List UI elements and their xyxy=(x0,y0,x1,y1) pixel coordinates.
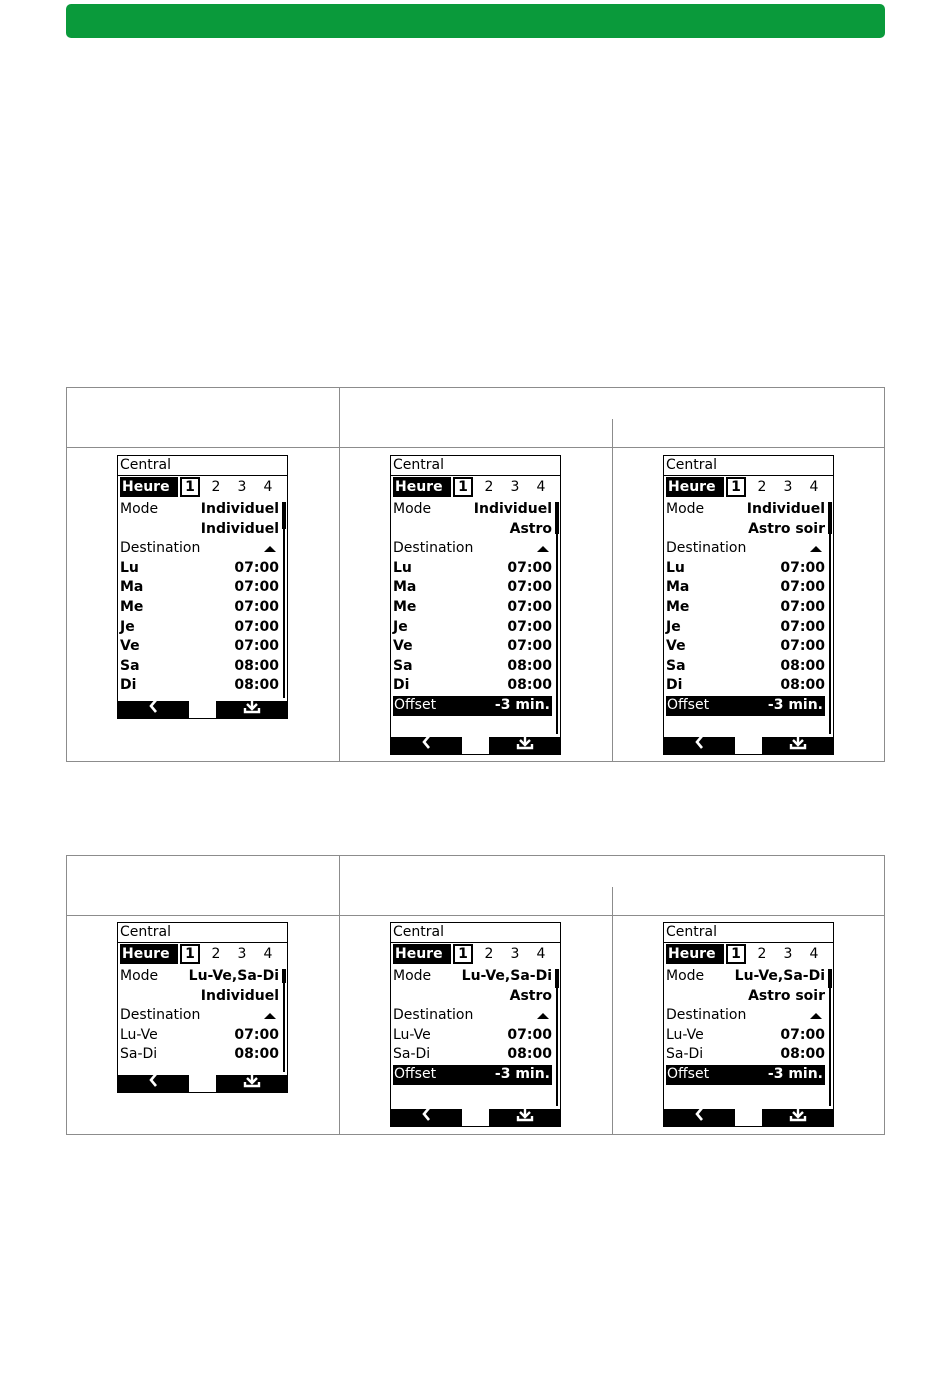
screen-title: Central xyxy=(120,924,171,940)
scrollbar-track[interactable] xyxy=(283,969,285,1072)
chevron-left-icon xyxy=(694,735,706,755)
tab-3[interactable]: 3 xyxy=(510,946,520,962)
setting-value: 08:00 xyxy=(780,677,825,694)
setting-value: Individuel xyxy=(473,501,552,517)
settings-list xyxy=(120,967,279,1065)
setting-label: Je xyxy=(393,618,408,635)
tab-heure[interactable]: Heure xyxy=(393,944,451,964)
setting-label: Me xyxy=(120,598,144,615)
tab-4[interactable]: 4 xyxy=(536,479,546,495)
setting-value: 08:00 xyxy=(780,1046,825,1063)
save-button[interactable] xyxy=(489,737,560,754)
chevron-left-icon xyxy=(148,1073,160,1093)
up-arrow-icon xyxy=(537,546,549,552)
tab-4[interactable]: 4 xyxy=(536,946,546,962)
setting-row[interactable] xyxy=(666,987,825,1007)
download-save-icon xyxy=(243,1073,261,1093)
back-button[interactable] xyxy=(664,737,735,754)
setting-row[interactable] xyxy=(120,520,279,540)
tab-1[interactable]: 1 xyxy=(726,944,746,964)
back-button[interactable] xyxy=(118,701,189,718)
setting-label: Ma xyxy=(666,579,690,596)
scrollbar-track[interactable] xyxy=(556,969,558,1106)
setting-label: Lu-Ve xyxy=(393,1026,431,1043)
setting-value: Lu-Ve,Sa-Di xyxy=(188,968,279,984)
title-divider xyxy=(391,942,560,943)
setting-label: Ma xyxy=(120,579,144,596)
up-arrow-icon xyxy=(810,546,822,552)
setting-label: Lu-Ve xyxy=(666,1026,704,1043)
setting-value: 07:00 xyxy=(507,579,552,596)
setting-row[interactable] xyxy=(393,967,552,987)
setting-row[interactable] xyxy=(120,637,279,657)
setting-label: Mode xyxy=(120,501,159,517)
setting-label: Lu xyxy=(393,559,412,576)
back-button[interactable] xyxy=(391,1109,462,1126)
setting-row[interactable] xyxy=(393,676,552,696)
setting-row[interactable] xyxy=(393,1026,552,1046)
save-button[interactable] xyxy=(762,737,833,754)
screen-title: Central xyxy=(393,924,444,940)
setting-value: 07:00 xyxy=(234,638,279,655)
setting-row[interactable] xyxy=(120,676,279,696)
save-button[interactable] xyxy=(489,1109,560,1126)
tab-row xyxy=(666,477,831,497)
setting-value: 08:00 xyxy=(234,677,279,694)
setting-label: Offset xyxy=(394,1065,437,1082)
setting-row[interactable] xyxy=(666,676,825,696)
tab-3[interactable]: 3 xyxy=(510,479,520,495)
device-screen-individuel xyxy=(117,455,288,719)
scrollbar-track[interactable] xyxy=(283,502,285,698)
setting-row[interactable] xyxy=(666,520,825,540)
screen-title: Central xyxy=(666,924,717,940)
setting-value: -3 min. xyxy=(494,696,550,713)
setting-label: Destination xyxy=(120,540,201,557)
scrollbar-thumb[interactable] xyxy=(282,502,286,529)
tab-1[interactable]: 1 xyxy=(180,477,200,497)
setting-label: Sa xyxy=(393,657,413,674)
setting-label: Destination xyxy=(666,1007,747,1024)
setting-value: -3 min. xyxy=(494,1065,550,1082)
download-save-icon xyxy=(516,735,534,755)
column-divider xyxy=(339,388,340,761)
setting-row[interactable] xyxy=(666,637,825,657)
setting-label: Di xyxy=(666,677,683,694)
setting-row[interactable] xyxy=(666,539,825,559)
setting-row[interactable] xyxy=(120,657,279,677)
setting-row[interactable] xyxy=(393,1006,552,1026)
chevron-left-icon xyxy=(421,1107,433,1127)
setting-value: Individuel xyxy=(200,520,279,537)
tab-2[interactable]: 2 xyxy=(484,946,494,962)
tab-2[interactable]: 2 xyxy=(484,479,494,495)
setting-value: 07:00 xyxy=(507,1026,552,1043)
setting-row[interactable] xyxy=(120,598,279,618)
setting-value: 08:00 xyxy=(234,1046,279,1063)
tab-heure[interactable]: Heure xyxy=(666,477,724,497)
tab-4[interactable]: 4 xyxy=(263,479,273,495)
setting-value: 07:00 xyxy=(780,638,825,655)
save-button[interactable] xyxy=(216,1075,287,1092)
setting-value: 07:00 xyxy=(234,559,279,576)
download-save-icon xyxy=(243,699,261,719)
tab-row xyxy=(666,944,831,964)
setting-row[interactable] xyxy=(393,598,552,618)
device-screen-groups-astro xyxy=(390,922,561,1127)
setting-label: Me xyxy=(666,598,690,615)
setting-row[interactable] xyxy=(393,500,552,520)
tab-row xyxy=(393,477,558,497)
offset-row[interactable] xyxy=(666,1065,825,1085)
setting-label: Je xyxy=(120,618,135,635)
setting-label: Offset xyxy=(667,1065,710,1082)
title-divider xyxy=(391,475,560,476)
tab-1[interactable]: 1 xyxy=(726,477,746,497)
setting-label: Sa xyxy=(666,657,686,674)
tab-heure[interactable]: Heure xyxy=(393,477,451,497)
setting-row[interactable] xyxy=(666,1026,825,1046)
screen-title: Central xyxy=(120,457,171,473)
setting-value: 07:00 xyxy=(780,1026,825,1043)
up-arrow-icon xyxy=(264,546,276,552)
setting-label: Sa-Di xyxy=(666,1046,704,1063)
setting-row[interactable] xyxy=(666,500,825,520)
chevron-left-icon xyxy=(694,1107,706,1127)
section-header-bar xyxy=(66,4,885,38)
tab-2[interactable]: 2 xyxy=(757,946,767,962)
setting-value: 08:00 xyxy=(507,677,552,694)
setting-label: Ve xyxy=(666,638,686,655)
setting-label: Destination xyxy=(393,1007,474,1024)
setting-row[interactable] xyxy=(393,1045,552,1065)
setting-label: Mode xyxy=(393,968,432,984)
setting-label: Mode xyxy=(666,501,705,517)
up-arrow-icon xyxy=(810,1013,822,1019)
setting-row[interactable] xyxy=(666,657,825,677)
setting-label: Ma xyxy=(393,579,417,596)
setting-label: Offset xyxy=(667,696,710,713)
settings-list xyxy=(666,500,825,716)
setting-value: 08:00 xyxy=(780,657,825,674)
setting-label: Destination xyxy=(393,540,474,557)
setting-value: Individuel xyxy=(746,501,825,517)
settings-list xyxy=(666,967,825,1085)
setting-value: 08:00 xyxy=(507,1046,552,1063)
setting-value: 07:00 xyxy=(780,559,825,576)
setting-label: Lu-Ve xyxy=(120,1026,158,1043)
device-screen-astro xyxy=(390,455,561,755)
setting-value: Lu-Ve,Sa-Di xyxy=(734,968,825,984)
save-button[interactable] xyxy=(216,701,287,718)
tab-3[interactable]: 3 xyxy=(237,479,247,495)
setting-value: 07:00 xyxy=(234,598,279,615)
setting-row[interactable] xyxy=(666,598,825,618)
tab-2[interactable]: 2 xyxy=(211,946,221,962)
setting-value: 07:00 xyxy=(780,618,825,635)
scrollbar-thumb[interactable] xyxy=(828,969,832,988)
download-save-icon xyxy=(789,1107,807,1127)
setting-label: Ve xyxy=(120,638,140,655)
tab-row xyxy=(120,477,285,497)
tab-4[interactable]: 4 xyxy=(263,946,273,962)
back-button[interactable] xyxy=(391,737,462,754)
scrollbar-thumb[interactable] xyxy=(828,502,832,534)
setting-value: 07:00 xyxy=(234,618,279,635)
column-divider xyxy=(612,887,613,1134)
setting-value: 07:00 xyxy=(234,1026,279,1043)
setting-row[interactable] xyxy=(393,578,552,598)
tab-4[interactable]: 4 xyxy=(809,946,819,962)
setting-value: Astro soir xyxy=(748,987,825,1004)
setting-label: Lu xyxy=(120,559,139,576)
tab-heure[interactable]: Heure xyxy=(120,944,178,964)
setting-value: 07:00 xyxy=(507,559,552,576)
setting-label: Je xyxy=(666,618,681,635)
setting-row[interactable] xyxy=(120,578,279,598)
tab-1[interactable]: 1 xyxy=(180,944,200,964)
setting-label: Me xyxy=(393,598,417,615)
settings-list xyxy=(393,500,552,716)
setting-value: 08:00 xyxy=(507,657,552,674)
setting-row[interactable] xyxy=(120,1045,279,1065)
setting-value: 07:00 xyxy=(234,579,279,596)
setting-label: Mode xyxy=(393,501,432,517)
offset-row[interactable] xyxy=(666,696,825,716)
tab-3[interactable]: 3 xyxy=(783,946,793,962)
setting-label: Sa xyxy=(120,657,140,674)
setting-value: -3 min. xyxy=(767,696,823,713)
tab-2[interactable]: 2 xyxy=(211,479,221,495)
setting-value: 07:00 xyxy=(507,618,552,635)
setting-row[interactable] xyxy=(120,500,279,520)
title-divider xyxy=(118,942,287,943)
tab-3[interactable]: 3 xyxy=(237,946,247,962)
screen-title: Central xyxy=(666,457,717,473)
setting-row[interactable] xyxy=(120,987,279,1007)
scrollbar-thumb[interactable] xyxy=(555,969,559,988)
setting-row[interactable] xyxy=(393,987,552,1007)
device-screen-astro-soir xyxy=(663,455,834,755)
setting-row[interactable] xyxy=(393,539,552,559)
setting-row[interactable] xyxy=(120,967,279,987)
device-screen-groups-astro-soir xyxy=(663,922,834,1127)
setting-label: Lu xyxy=(666,559,685,576)
tab-3[interactable]: 3 xyxy=(783,479,793,495)
setting-row[interactable] xyxy=(666,578,825,598)
table-header xyxy=(67,388,884,448)
setting-row[interactable] xyxy=(120,539,279,559)
save-button[interactable] xyxy=(762,1109,833,1126)
setting-row[interactable] xyxy=(393,657,552,677)
scrollbar-track[interactable] xyxy=(556,502,558,734)
setting-row[interactable] xyxy=(393,559,552,579)
settings-list xyxy=(393,967,552,1085)
setting-label: Destination xyxy=(120,1007,201,1024)
column-divider xyxy=(339,856,340,1134)
setting-row[interactable] xyxy=(666,1006,825,1026)
tab-row xyxy=(393,944,558,964)
setting-label: Di xyxy=(393,677,410,694)
setting-label: Sa-Di xyxy=(393,1046,431,1063)
tab-1[interactable]: 1 xyxy=(453,944,473,964)
setting-value: Individuel xyxy=(200,501,279,517)
setting-row[interactable] xyxy=(666,618,825,638)
setting-label: Sa-Di xyxy=(120,1046,158,1063)
offset-row[interactable] xyxy=(393,696,552,716)
download-save-icon xyxy=(516,1107,534,1127)
setting-value: 07:00 xyxy=(780,598,825,615)
setting-value: 07:00 xyxy=(507,598,552,615)
chevron-left-icon xyxy=(148,699,160,719)
setting-value: 08:00 xyxy=(234,657,279,674)
setting-label: Destination xyxy=(666,540,747,557)
setting-row[interactable] xyxy=(666,1045,825,1065)
title-divider xyxy=(664,475,833,476)
chevron-left-icon xyxy=(421,735,433,755)
setting-row[interactable] xyxy=(393,637,552,657)
tab-4[interactable]: 4 xyxy=(809,479,819,495)
setting-label: Mode xyxy=(120,968,159,984)
setting-label: Di xyxy=(120,677,137,694)
setting-value: Astro xyxy=(509,520,552,537)
scrollbar-thumb[interactable] xyxy=(282,969,286,983)
setting-value: 07:00 xyxy=(507,638,552,655)
setting-label: Offset xyxy=(394,696,437,713)
back-button[interactable] xyxy=(118,1075,189,1092)
tab-row xyxy=(120,944,285,964)
table-header xyxy=(67,856,884,916)
scrollbar-track[interactable] xyxy=(829,502,831,734)
title-divider xyxy=(118,475,287,476)
tab-2[interactable]: 2 xyxy=(757,479,767,495)
up-arrow-icon xyxy=(264,1013,276,1019)
setting-row[interactable] xyxy=(666,967,825,987)
setting-value: Astro xyxy=(509,987,552,1004)
setting-label: Mode xyxy=(666,968,705,984)
device-screen-groups-individuel xyxy=(117,922,288,1093)
setting-row[interactable] xyxy=(666,559,825,579)
up-arrow-icon xyxy=(537,1013,549,1019)
tab-heure[interactable]: Heure xyxy=(666,944,724,964)
tab-heure[interactable]: Heure xyxy=(120,477,178,497)
offset-row[interactable] xyxy=(393,1065,552,1085)
setting-value: -3 min. xyxy=(767,1065,823,1082)
setting-value: Lu-Ve,Sa-Di xyxy=(461,968,552,984)
setting-row[interactable] xyxy=(393,618,552,638)
setting-row[interactable] xyxy=(120,559,279,579)
title-divider xyxy=(664,942,833,943)
screen-title: Central xyxy=(393,457,444,473)
setting-label: Ve xyxy=(393,638,413,655)
setting-value: Astro soir xyxy=(748,520,825,537)
setting-value: 07:00 xyxy=(780,579,825,596)
scrollbar-track[interactable] xyxy=(829,969,831,1106)
setting-row[interactable] xyxy=(393,520,552,540)
download-save-icon xyxy=(789,735,807,755)
column-divider xyxy=(612,419,613,761)
setting-row[interactable] xyxy=(120,1006,279,1026)
settings-list xyxy=(120,500,279,696)
setting-row[interactable] xyxy=(120,618,279,638)
setting-row[interactable] xyxy=(120,1026,279,1046)
scrollbar-thumb[interactable] xyxy=(555,502,559,534)
setting-value: Individuel xyxy=(200,987,279,1004)
tab-1[interactable]: 1 xyxy=(453,477,473,497)
back-button[interactable] xyxy=(664,1109,735,1126)
